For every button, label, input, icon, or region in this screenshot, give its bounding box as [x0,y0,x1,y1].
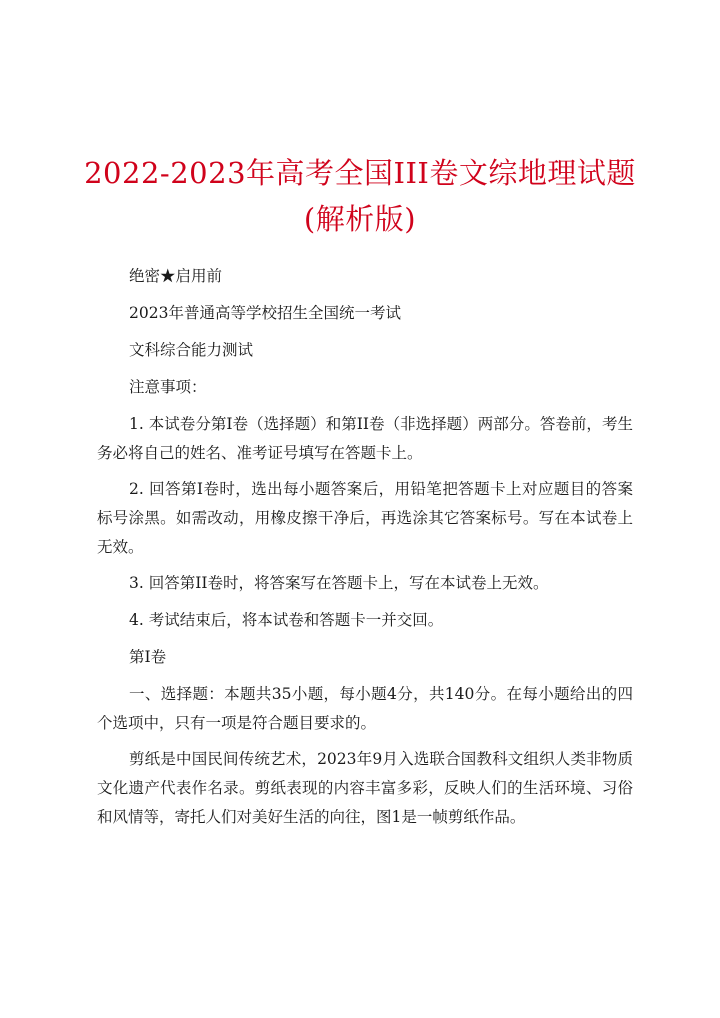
note-item-3: 3. 回答第II卷时，将答案写在答题卡上，写在本试卷上无效。 [129,574,549,592]
question-instructions: 一、选择题：本题共35小题，每小题4分，共140分。在每小题给出的四个选项中，只有一项是符合题目要求的。 [97,685,633,732]
note-item-4: 4. 考试结束后，将本试卷和答题卡一并交回。 [129,611,444,629]
notes-heading: 注意事项： [129,378,207,396]
document-body [97,262,633,839]
note-item-2: 2. 回答第I卷时，选出每小题答案后，用铅笔把答题卡上对应题目的答案标号涂黑。如需改动，用橡皮擦干净后，再选涂其它答案标号。写在本试卷上无效。 [97,480,633,556]
exam-subject: 文科综合能力测试 [129,341,254,359]
question-passage: 剪纸是中国民间传统艺术，2023年9月入选联合国教科文组织人类非物质文化遗产代表作名录。剪纸表现的内容丰富多彩，反映人们的生活环境、习俗和风情等，寄托人们对美好生活的向往，图1是一帧剪纸作品。 [97,750,633,826]
note-item-1: 1. 本试卷分第I卷（选择题）和第II卷（非选择题）两部分。答卷前，考生务必将自己的姓名、准考证号填写在答题卡上。 [97,415,633,462]
section-heading: 第I卷 [129,648,167,666]
confidential-mark: 绝密★启用前 [129,267,223,285]
exam-name: 2023年普通高等学校招生全国统一考试 [129,304,401,322]
document-title: 2022-2023年高考全国III卷文综地理试题(解析版) [84,156,636,236]
